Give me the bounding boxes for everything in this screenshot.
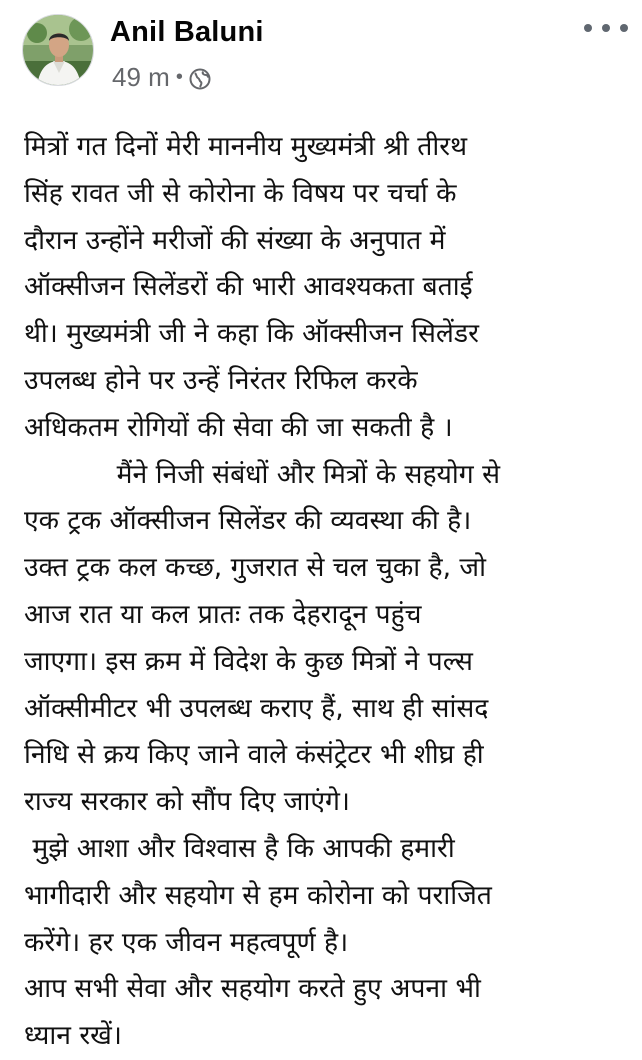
post-text-line: उपलब्ध होने पर उन्हें निरंतर रिफिल करके — [24, 364, 418, 396]
post-text-line: निधि से क्रय किए जाने वाले कंसंट्रेटर भी शीघ्र ही — [24, 739, 484, 771]
post-text-line: मित्रों गत दिनों मेरी माननीय मुख्यमंत्री श्री तीरथ — [24, 131, 468, 162]
post-text-line: अधिकतम रोगियों की सेवा की जा सकती है । — [24, 411, 453, 443]
post-text-line: दौरान उन्होंने मरीजों की संख्या के अनुपात में — [24, 224, 446, 256]
post-text-line: मैंने निजी संबंधों और मित्रों के सहयोग से — [24, 458, 501, 490]
post-header — [0, 0, 642, 100]
post-text-line: सिंह रावत जी से कोरोना के विषय पर चर्चा के — [24, 177, 457, 209]
post-timestamp[interactable]: 49 m — [112, 61, 170, 92]
meta-separator: • — [175, 65, 183, 88]
post-text-line: करेंगे। हर एक जीवन महत्वपूर्ण है। — [24, 926, 349, 958]
post-text-line: मुझे आशा और विश्वास है कि आपकी हमारी — [24, 832, 455, 864]
post-text-line: भागीदारी और सहयोग से हम कोरोना को पराजित — [24, 879, 492, 911]
post-meta — [112, 60, 211, 94]
post-text — [24, 124, 630, 1060]
author-name[interactable]: Anil Baluni — [110, 16, 264, 48]
more-options-button[interactable] — [584, 16, 628, 40]
more-dot-icon — [602, 24, 610, 32]
more-dot-icon — [620, 24, 628, 32]
post-text-line: उक्त ट्रक कल कच्छ, गुजरात से चल चुका है, जो — [24, 552, 486, 584]
post-text-line: राज्य सरकार को सौंप दिए जाएंगे। — [24, 786, 350, 818]
post-text-line: आप सभी सेवा और सहयोग करते हुए अपना भी — [24, 973, 481, 1005]
post-text-line: ऑक्सीजन सिलेंडरों की भारी आवश्यकता बताई — [24, 271, 473, 303]
globe-icon — [189, 66, 211, 88]
more-dot-icon — [584, 24, 592, 32]
author-avatar[interactable] — [22, 14, 94, 86]
post-text-line: ऑक्सीमीटर भी उपलब्ध कराए हैं, साथ ही सांसद — [24, 692, 489, 724]
post-text-line: ध्यान रखें। — [24, 1020, 122, 1052]
post-text-line: थी। मुख्यमंत्री जी ने कहा कि ऑक्सीजन सिलेंडर — [24, 318, 479, 350]
post-text-line: आज रात या कल प्रातः तक देहरादून पहुंच — [24, 598, 422, 630]
post-text-line: जाएगा। इस क्रम में विदेश के कुछ मित्रों ने पल्स — [24, 645, 473, 677]
post-text-line: एक ट्रक ऑक्सीजन सिलेंडर की व्यवस्था की है। — [24, 505, 472, 537]
profile-photo — [23, 15, 94, 86]
